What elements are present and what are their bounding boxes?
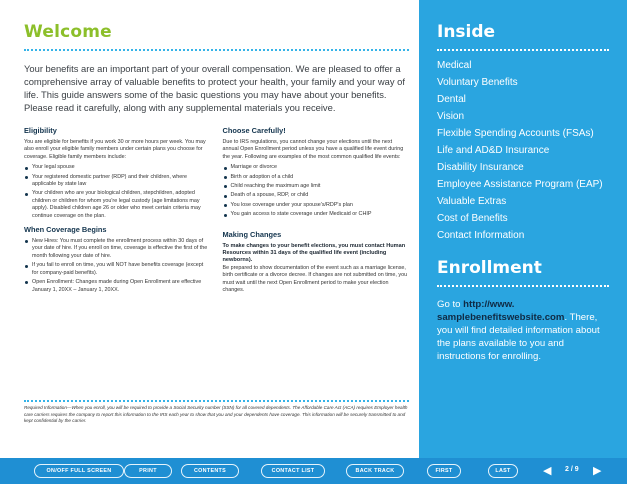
making-changes-bold: To make changes to your benefit elections, you must contact Human Resources within 31 days of the qualified life event (including newborns). (222, 242, 406, 264)
toc-item-disability[interactable]: Disability Insurance (437, 162, 524, 173)
list-item: Open Enrollment: Changes made during Open Enrollment are effective January 1, 20XX – January 1, 20XX. (24, 279, 211, 294)
coverage-heading: When Coverage Begins (24, 225, 107, 235)
enrollment-text-post: . There, you will find detailed information about the plans available to you and instructions for enrolling. (437, 312, 600, 363)
right-column (223, 126, 410, 299)
list-item: Birth or adoption of a child (223, 174, 410, 181)
sidebar (419, 0, 627, 458)
choose-heading: Choose Carefully! (222, 126, 286, 135)
print-button[interactable]: PRINT (124, 464, 172, 478)
back-track-button[interactable]: BACK TRACK (346, 464, 404, 478)
making-changes-body: Be prepared to show documentation of the event such as a marriage license, birth certificate or a divorce decree. If changes are not submitted on time, you must wait until the next Open Enrollment period to make your election changes. (222, 264, 408, 294)
first-page-button[interactable]: FIRST (427, 464, 461, 478)
list-item: Your registered domestic partner (RDP) and their children, where applicable by state law (24, 174, 211, 189)
table-of-contents (437, 60, 609, 242)
enrollment-heading: Enrollment (437, 258, 542, 279)
intro-paragraph: Your benefits are an important part of your overall compensation. We are pleased to offer a comprehensive array of valuable benefits to protect your health, your family and your way of life. This guide answers some of the basic questions you may have about your benefits. Please read it carefully, along with any supplemental materials you receive. (24, 63, 405, 113)
list-item: If you fail to enroll on time, you will NOT have benefits coverage (except for company-paid benefits). (24, 262, 211, 277)
contact-list-button[interactable]: CONTACT LIST (261, 464, 325, 478)
arrow-right-icon[interactable]: ▶ (593, 465, 602, 477)
eligibility-list (24, 164, 211, 220)
eligibility-heading: Eligibility (24, 126, 57, 135)
dotted-divider (437, 285, 609, 287)
left-column (24, 126, 211, 299)
dotted-divider (24, 49, 409, 51)
main-content (24, 22, 409, 299)
last-page-button[interactable]: LAST (488, 464, 518, 478)
footnote: Required Information—When you enroll, you will be required to provide a Social Security number (SSN) for all covered dependents. The Affordable Care Act (ACA) requires Employer health care carriers requires the company to report this information to the IRS each year to show that you and your dependents have coverage. This information will be securely transmitted to and kept confidential by the carrier. (24, 405, 408, 424)
list-item: Death of a spouse, RDP, or child (223, 192, 410, 199)
list-item: New Hires: You must complete the enrollment process within 30 days of your date of hire. If you enroll on time, coverage is effective the first of the month following your date of hire. (24, 238, 211, 260)
contents-button[interactable]: CONTENTS (181, 464, 239, 478)
choose-body: Due to IRS regulations, you cannot change your elections until the next annual Open Enrollment period unless you have a qualified life event during the year. Following are examples of the most common qualified life events: (222, 139, 404, 160)
page-title: Welcome (24, 22, 112, 42)
list-item: Marriage or divorce (223, 164, 410, 171)
enrollment-text-pre: Go to (437, 299, 464, 311)
toc-item-vision[interactable]: Vision (437, 111, 465, 122)
toc-item-contact[interactable]: Contact Information (437, 230, 525, 241)
dotted-divider (437, 49, 609, 51)
list-item: Your legal spouse (24, 164, 211, 171)
content-columns (24, 126, 409, 299)
toc-item-fsa[interactable]: Flexible Spending Accounts (FSAs) (437, 128, 594, 139)
enrollment-link[interactable]: http://www. samplebenefitswebsite.com (437, 299, 565, 324)
page-indicator: 2 / 9 (565, 466, 579, 473)
making-changes-heading: Making Changes (222, 229, 282, 239)
enrollment-text (437, 298, 609, 363)
toc-item-extras[interactable]: Valuable Extras (437, 196, 507, 207)
list-item: Your children who are your biological children, stepchildren, adopted children or children for whom you're legal custody (age limitations may apply). Disabled children age 26 or older who meet certain criteria may continue coverage on the plan. (24, 190, 211, 220)
toc-item-life[interactable]: Life and AD&D Insurance (437, 145, 550, 156)
toc-item-medical[interactable]: Medical (437, 60, 472, 71)
life-events-list (223, 164, 410, 218)
toc-item-dental[interactable]: Dental (437, 94, 466, 105)
toc-item-cost[interactable]: Cost of Benefits (437, 213, 508, 224)
fullscreen-button[interactable]: ON/OFF FULL SCREEN (34, 464, 124, 478)
coverage-list (24, 238, 211, 294)
inside-heading: Inside (437, 22, 496, 42)
navigation-bar (0, 458, 627, 484)
list-item: You lose coverage under your spouse's/RDP's plan (223, 202, 410, 209)
list-item: Child reaching the maximum age limit (223, 183, 410, 190)
toc-item-voluntary[interactable]: Voluntary Benefits (437, 77, 518, 88)
toc-item-eap[interactable]: Employee Assistance Program (EAP) (437, 179, 603, 190)
dotted-divider (24, 400, 409, 402)
arrow-left-icon[interactable]: ◀ (543, 465, 552, 477)
list-item: You gain access to state coverage under Medicaid or CHIP (223, 211, 410, 218)
eligibility-body: You are eligible for benefits if you work 30 or more hours per week. You may also enroll your eligible family members under certain plans you choose for coverage. Eligible family members include: (24, 139, 206, 160)
